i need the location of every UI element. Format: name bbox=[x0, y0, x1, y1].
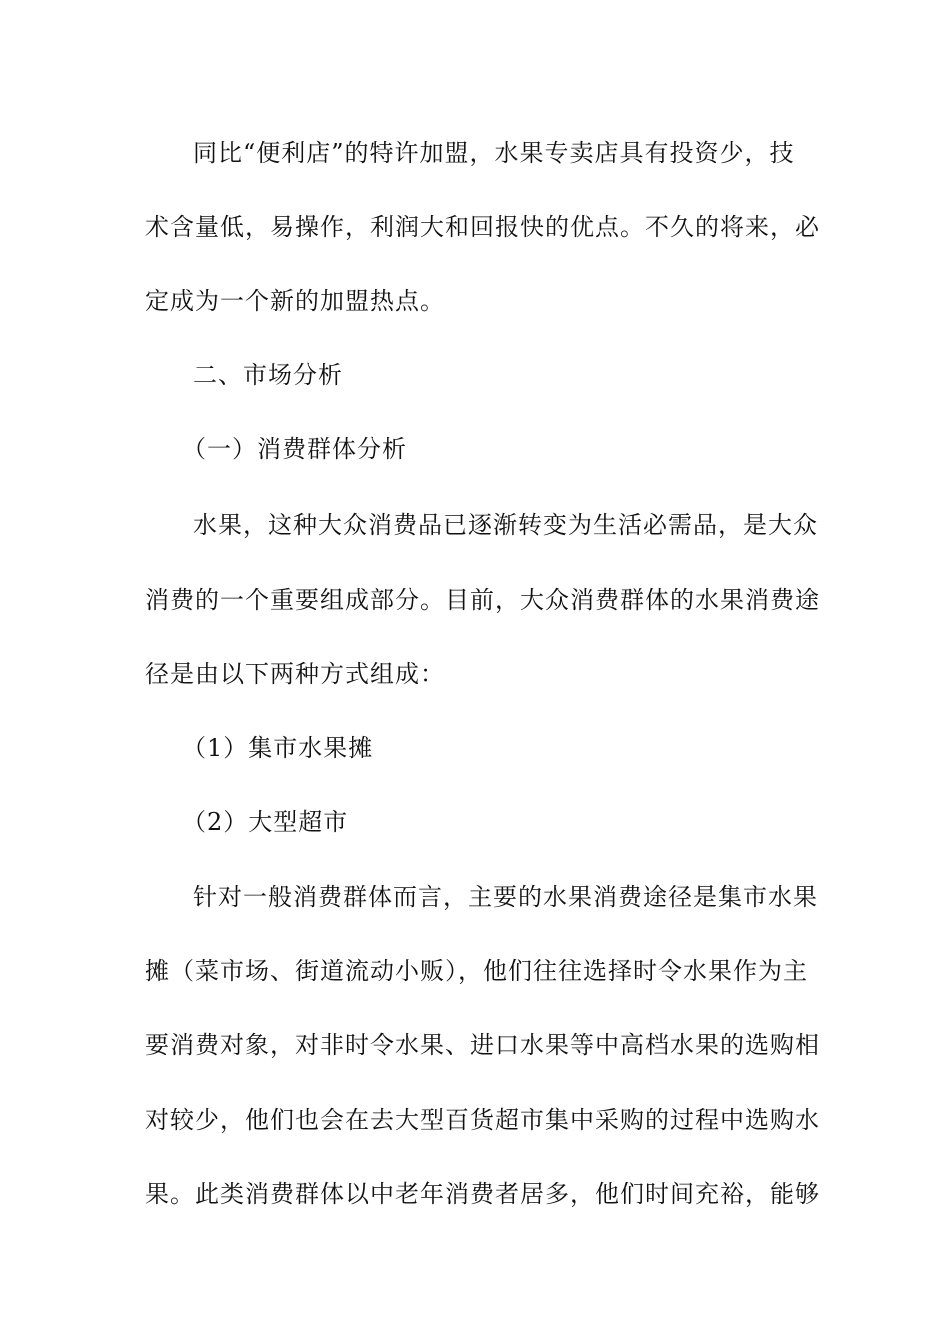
paragraph-line: 针对一般消费群体而言，主要的水果消费途径是集市水果 bbox=[193, 883, 818, 911]
paragraph-line: 对较少，他们也会在去大型百货超市集中采购的过程中选购水 bbox=[145, 1106, 820, 1134]
paragraph-line: 摊（菜市场、街道流动小贩），他们往往选择时令水果作为主 bbox=[145, 957, 808, 985]
list-item: （1）集市水果摊 bbox=[182, 734, 374, 762]
paragraph-line: 水果，这种大众消费品已逐渐转变为生活必需品，是大众 bbox=[193, 511, 818, 539]
paragraph-line: 消费的一个重要组成部分。目前，大众消费群体的水果消费途 bbox=[145, 586, 820, 614]
paragraph-line: 术含量低，易操作，利润大和回报快的优点。不久的将来，必 bbox=[145, 213, 820, 241]
paragraph-line: 要消费对象，对非时令水果、进口水果等中高档水果的选购相 bbox=[145, 1031, 820, 1059]
paragraph-line: 同比“便利店”的特许加盟，水果专卖店具有投资少，技 bbox=[193, 139, 795, 167]
subsection-heading: （一）消费群体分析 bbox=[182, 435, 407, 463]
paragraph-line: 径是由以下两种方式组成： bbox=[145, 660, 445, 688]
paragraph-line: 果。此类消费群体以中老年消费者居多，他们时间充裕，能够 bbox=[145, 1180, 820, 1208]
list-item: （2）大型超市 bbox=[182, 808, 349, 836]
paragraph-line: 定成为一个新的加盟热点。 bbox=[145, 287, 445, 315]
section-heading: 二、市场分析 bbox=[193, 361, 343, 389]
